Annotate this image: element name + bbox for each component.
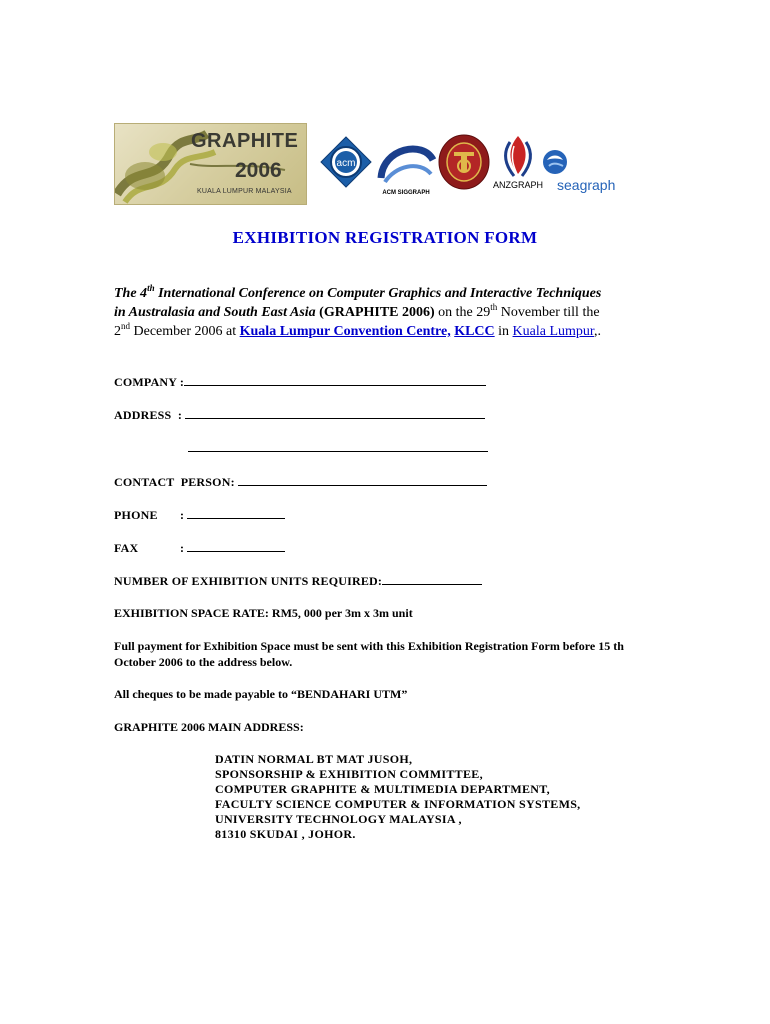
mailing-address [215,752,580,842]
intro-sup-nd: nd [121,321,130,331]
intro-conference-name: International Conference on Computer Graphics and Interactive Techniques [154,286,602,301]
venue-link[interactable]: Kuala Lumpur Convention Centre, [239,324,451,339]
units-label: NUMBER OF EXHIBITION UNITS REQUIRED: [114,574,383,588]
intro-region: in Australasia and South East Asia [114,305,316,320]
company-blank-line[interactable] [184,375,486,386]
phone-blank-line[interactable] [187,508,285,519]
address-line: 81310 SKUDAI , JOHOR. [215,827,356,841]
intro-day: 2 [114,324,121,339]
intro-on-the: on the 29 [434,305,491,320]
address-line: UNIVERSITY TECHNOLOGY MALAYSIA , [215,812,462,826]
intro-december: December 2006 at [130,324,240,339]
conference-intro [114,284,659,341]
fax-field [114,539,285,557]
intro-graphite-acronym: (GRAPHITE 2006) [319,305,435,320]
form-title: EXHIBITION REGISTRATION FORM [232,228,538,247]
address-label: ADDRESS : [114,408,186,422]
main-address-label: GRAPHITE 2006 MAIN ADDRESS: [114,720,304,734]
acm-siggraph-text: ACM SIGGRAPH [382,190,430,196]
payment-note: Full payment for Exhibition Space must be sent with this Exhibition Registration Form before 15 th October 2006 to the address below. [114,639,624,669]
intro-line-3 [114,322,659,341]
contact-person-label: CONTACT PERSON: [114,475,238,489]
address-line: FACULTY SCIENCE COMPUTER & INFORMATION SYSTEMS, [215,797,581,811]
intro-sup-th: th [147,283,155,293]
phone-field [114,506,285,524]
utm-crest-logo [438,134,490,190]
anzgraph-text: ANZGRAPH [492,180,544,190]
intro-line-2 [114,303,659,322]
acm-logo [320,136,372,188]
anzgraph-logo [488,132,548,192]
intro-sup-th-2: th [490,302,498,312]
phone-label: PHONE [114,508,158,522]
company-field [114,373,486,391]
intro-end: ,. [594,324,602,339]
fax-label: FAX [114,541,139,555]
klcc-link[interactable]: KLCC [454,324,495,339]
seagraph-text: seagraph [557,177,616,193]
graphite-2006-logo [114,123,307,205]
intro-in: in [494,324,513,339]
address-blank-line-1[interactable] [185,408,485,419]
space-rate: EXHIBITION SPACE RATE: RM5, 000 per 3m x 3m unit [114,606,413,620]
units-field [114,572,482,590]
seagraph-logo [541,148,621,194]
city-link[interactable]: Kuala Lumpur [512,324,595,339]
address-field-line-2 [188,439,488,457]
graphite-place: KUALA LUMPUR MALAYSIA [197,188,292,195]
acm-logo-text: acm [336,158,356,169]
company-label: COMPANY : [114,375,185,389]
fax-blank-line[interactable] [187,541,285,552]
address-field [114,406,485,424]
intro-november: November till the [497,305,600,320]
intro-line-1 [114,284,659,303]
contact-person-field [114,473,487,491]
address-blank-line-2[interactable] [188,441,488,452]
phone-colon: : [180,508,188,522]
graphite-wordmark: GRAPHITE [191,130,299,152]
address-line: DATIN NORMAL BT MAT JUSOH, [215,752,413,766]
acm-siggraph-logo [375,138,437,196]
cheques-note: All cheques to be made payable to “BENDAHARI UTM” [114,687,408,701]
fax-colon: : [180,541,188,555]
units-blank-line[interactable] [382,574,482,585]
address-line: SPONSORSHIP & EXHIBITION COMMITTEE, [215,767,483,781]
graphite-year: 2006 [235,159,282,182]
contact-person-blank-line[interactable] [238,475,487,486]
intro-ordinal: The 4 [114,286,148,301]
address-line: COMPUTER GRAPHITE & MULTIMEDIA DEPARTMENT, [215,782,550,796]
